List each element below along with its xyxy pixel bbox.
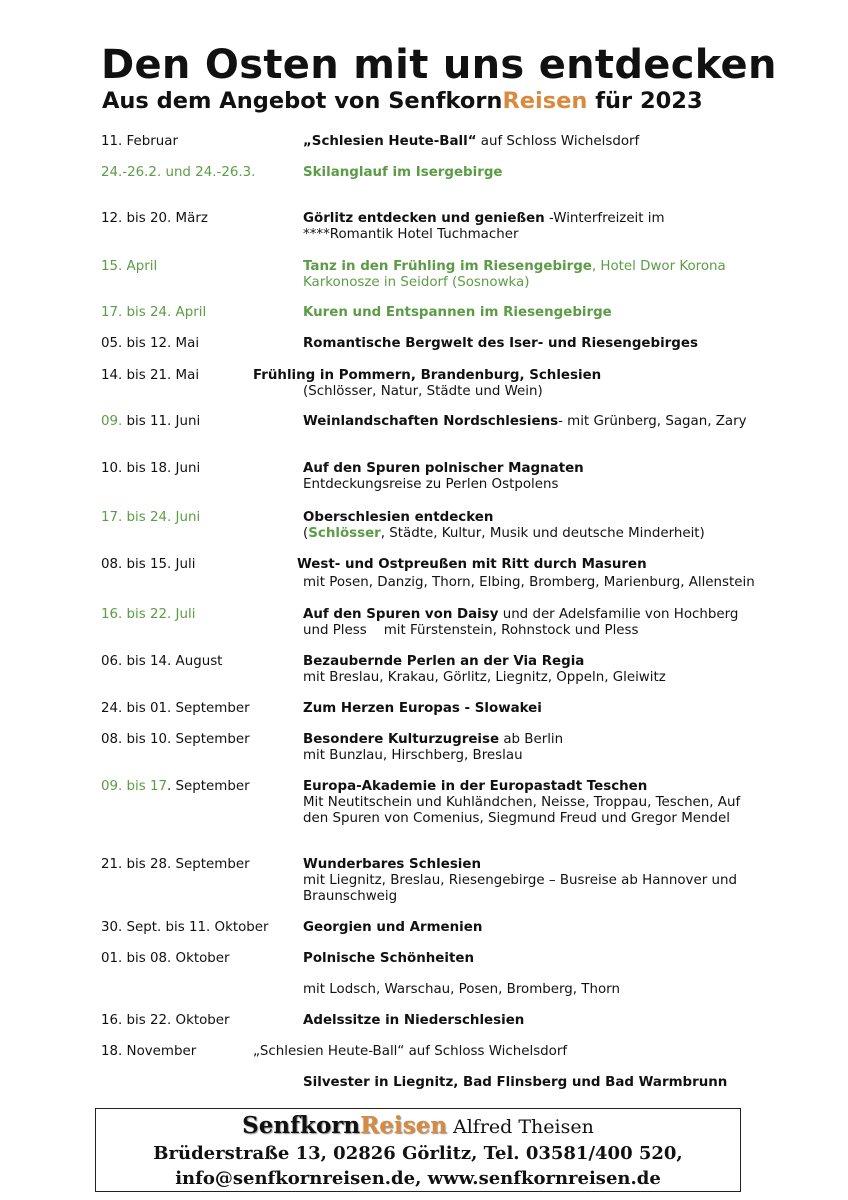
event-title: West- und Ostpreußen mit Ritt durch Masuren xyxy=(297,557,647,572)
footer-address: Brüderstraße 13, 02826 Görlitz, Tel. 03581/400 520, xyxy=(153,1143,683,1164)
subtitle-year: für 2023 xyxy=(587,88,703,114)
event-date-start: 09. xyxy=(101,414,123,429)
event-date: 24.-26.2. und 24.-26.3. xyxy=(101,165,256,180)
event-details-line: ( xyxy=(303,526,309,541)
event-details: -Winterfreizeit im xyxy=(544,211,665,226)
event-details: auf Schloss Wichelsdorf xyxy=(476,134,640,149)
owner-name: Alfred Theisen xyxy=(446,1116,594,1138)
footer-brand-line xyxy=(96,1112,740,1139)
event-date: 17. bis 24. April xyxy=(101,305,207,320)
event-details-line: mit Posen, Danzig, Thorn, Elbing, Bromberg, Marienburg, Allenstein xyxy=(303,575,755,590)
event-title: Auf den Spuren von Daisy xyxy=(303,607,499,622)
event-title: Kuren und Entspannen im Riesengebirge xyxy=(303,305,612,320)
subtitle-brand-accent: Reisen xyxy=(502,88,588,114)
event-date: 14. bis 21. Mai xyxy=(101,368,200,383)
event-title: Romantische Bergwelt des Iser- und Riesengebirges xyxy=(303,336,698,351)
event-title: Skilanglauf im Isergebirge xyxy=(303,165,503,180)
event-description xyxy=(303,259,726,291)
event-date: 10. bis 18. Juni xyxy=(101,461,201,476)
event-date: 24. bis 01. September xyxy=(101,701,250,716)
event-title: „Schlesien Heute-Ball“ xyxy=(303,134,477,149)
event-title: Frühling in Pommern, Brandenburg, Schlesien xyxy=(253,368,602,383)
event-date: 17. bis 24. Juni xyxy=(101,510,201,525)
event-details: - mit Grünberg, Sagan, Zary xyxy=(558,414,747,429)
event-details-line: mit Breslau, Krakau, Görlitz, Liegnitz, Oppeln, Gleiwitz xyxy=(303,670,666,685)
event-details-line: mit Liegnitz, Breslau, Riesengebirge – Busreise ab Hannover und xyxy=(303,873,737,888)
event-details-line: Braunschweig xyxy=(303,889,398,904)
event-description xyxy=(303,510,705,542)
event-date: 01. bis 08. Oktober xyxy=(101,951,230,966)
event-date: 21. bis 28. September xyxy=(101,857,250,872)
event-description: „Schlesien Heute-Ball“ auf Schloss Wichelsdorf xyxy=(253,1044,568,1059)
event-date: 12. bis 20. März xyxy=(101,211,208,226)
event-details-highlight: Schlösser xyxy=(308,526,381,541)
event-details: , Hotel Dwor Korona xyxy=(591,259,726,274)
event-details-line: , Städte, Kultur, Musik und deutsche Minderheit) xyxy=(380,526,705,541)
event-description xyxy=(303,857,737,905)
event-date-month: . September xyxy=(167,779,250,794)
event-details-line: Entdeckungsreise zu Perlen Ostpolens xyxy=(303,477,559,492)
event-title: Bezaubernde Perlen an der Via Regia xyxy=(303,654,585,669)
event-date: 30. Sept. bis 11. Oktober xyxy=(101,920,269,935)
event-title: Europa-Akademie in der Europastadt Teschen xyxy=(303,779,648,794)
event-title: Georgien und Armenien xyxy=(303,920,483,935)
event-title: Polnische Schönheiten xyxy=(303,951,474,966)
brand-name-accent: Reisen xyxy=(360,1112,447,1139)
event-details-line: Mit Neutitschein und Kuhländchen, Neisse, Troppau, Teschen, Auf xyxy=(303,795,741,810)
event-date: 06. bis 14. August xyxy=(101,654,223,669)
event-date: 11. Februar xyxy=(101,134,178,149)
page-title: Den Osten mit uns entdecken xyxy=(101,42,777,88)
event-details-line: Karkonosze in Seidorf (Sosnowka) xyxy=(303,275,530,290)
event-title: Besondere Kulturzugreise xyxy=(303,732,500,747)
event-description xyxy=(303,654,666,686)
event-title: Adelssitze in Niederschlesien xyxy=(303,1013,525,1028)
event-title: Görlitz entdecken und genießen xyxy=(303,211,545,226)
event-details-line: (Schlösser, Natur, Städte und Wein) xyxy=(303,384,543,399)
event-date: 16. bis 22. Juli xyxy=(101,607,196,622)
event-description xyxy=(303,461,584,493)
brand-logo xyxy=(242,1112,447,1139)
event-details: und der Adelsfamilie von Hochberg xyxy=(498,607,739,622)
event-date: 05. bis 12. Mai xyxy=(101,336,200,351)
event-date xyxy=(101,779,250,795)
event-date: 16. bis 22. Oktober xyxy=(101,1013,230,1028)
event-description xyxy=(303,414,747,430)
event-title: Oberschlesien entdecken xyxy=(303,510,494,525)
event-date: 15. April xyxy=(101,259,158,274)
event-description xyxy=(303,607,738,639)
event-date: 08. bis 10. September xyxy=(101,732,250,747)
event-description xyxy=(303,779,740,827)
subtitle-text: Aus dem Angebot von Senfkorn xyxy=(102,88,503,114)
event-date: 08. bis 15. Juli xyxy=(101,557,196,572)
event-details-line: mit Bunzlau, Hirschberg, Breslau xyxy=(303,748,523,763)
event-details-line: den Spuren von Comenius, Siegmund Freud und Gregor Mendel xyxy=(303,811,730,826)
event-details-line: und Pless mit Fürstenstein, Rohnstock und Pless xyxy=(303,623,639,638)
event-title: Wunderbares Schlesien xyxy=(303,857,482,872)
event-title: Silvester in Liegnitz, Bad Flinsberg und Bad Warmbrunn xyxy=(303,1075,728,1090)
event-title: Zum Herzen Europas - Slowakei xyxy=(303,701,542,716)
event-details: ab Berlin xyxy=(499,732,564,747)
event-description xyxy=(303,134,639,150)
event-details-line: ****Romantik Hotel Tuchmacher xyxy=(303,227,519,242)
event-details-line: mit Lodsch, Warschau, Posen, Bromberg, Thorn xyxy=(303,982,620,997)
event-date xyxy=(101,414,200,430)
event-description xyxy=(303,211,665,243)
footer-contact: info@senfkornreisen.de, www.senfkornreisen.de xyxy=(175,1168,661,1189)
event-title: Tanz in den Frühling im Riesengebirge xyxy=(303,259,592,274)
event-description xyxy=(303,732,563,764)
event-date: 18. November xyxy=(101,1044,197,1059)
event-date-range: 09. bis 17 xyxy=(101,779,168,794)
event-title: Auf den Spuren polnischer Magnaten xyxy=(303,461,584,476)
contact-box xyxy=(95,1108,741,1192)
event-date-end: bis 11. Juni xyxy=(122,414,201,429)
event-title: Weinlandschaften Nordschlesiens xyxy=(303,414,559,429)
brand-name: Senfkorn xyxy=(242,1112,361,1139)
page-subtitle xyxy=(102,88,703,114)
